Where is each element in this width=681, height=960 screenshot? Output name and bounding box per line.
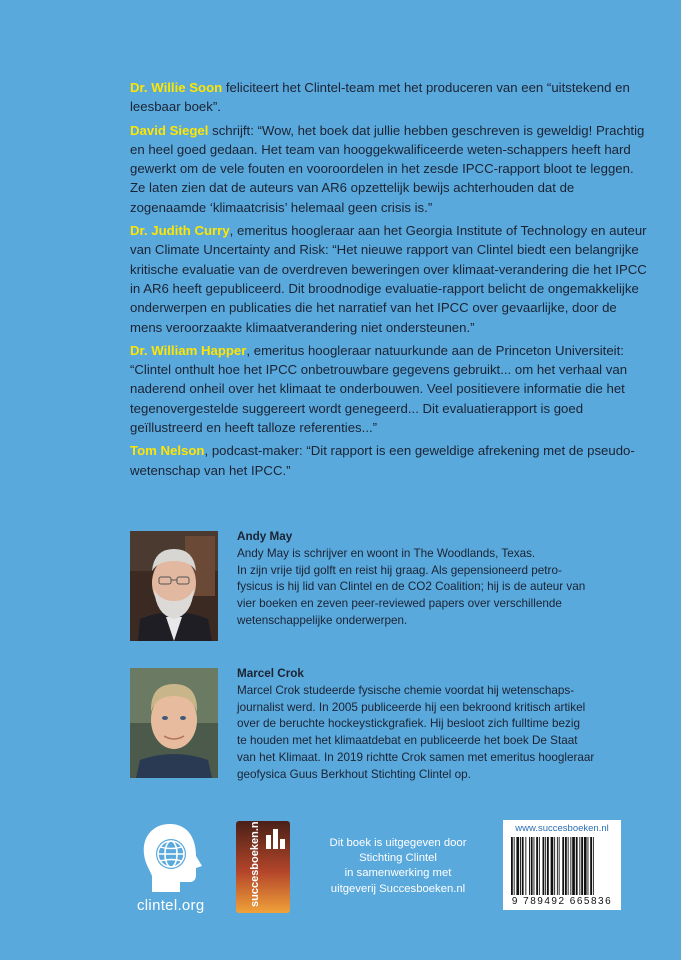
- bio-line: vier boeken en zeven peer-reviewed papers over verschillende: [237, 597, 562, 611]
- quote-text: feliciteert het Clintel-team met het produceren van een “uitstekend en leesbaar boek”.: [130, 80, 630, 115]
- quote-willie-soon: [130, 78, 650, 117]
- author-photo-andy-may: [130, 531, 218, 641]
- publisher-line: Dit boek is uitgegeven door: [329, 837, 467, 849]
- barcode-bar: [579, 837, 580, 895]
- succesboeken-logo: [236, 821, 290, 918]
- barcode-bar: [590, 837, 592, 895]
- publisher-line: Stichting Clintel: [359, 852, 437, 865]
- isbn-barcode: [503, 820, 621, 910]
- quote-author-name: David Siegel: [130, 122, 209, 138]
- bio-line: geofysica Guus Berkhout Stichting Clintel op.: [237, 767, 471, 781]
- barcode-bar: [516, 837, 519, 895]
- barcode-bars: [509, 837, 615, 897]
- barcode-bar: [584, 837, 587, 895]
- bio-line: fysicus is hij lid van Clintel en de CO2 Coalition; hij is de auteur van: [237, 580, 586, 594]
- barcode-bar: [581, 837, 583, 895]
- barcode-bar: [525, 837, 526, 895]
- barcode-bar: [570, 837, 571, 895]
- bio-line: over de beruchte hockeystickgrafiek. Hij besloot zich fulltime bezig: [237, 717, 580, 731]
- barcode-bar: [539, 837, 540, 895]
- quote-author-name: Tom Nelson: [130, 443, 205, 459]
- publisher-line: uitgeverij Succesboeken.nl: [330, 882, 466, 895]
- quote-text: , podcast-maker: “Dit rapport is een geweldige afrekening met de pseudo-wetenschap van het IPCC.”: [130, 443, 635, 478]
- publisher-logo-text: succesboeken.nl: [249, 821, 261, 907]
- clintel-head-globe-icon: [140, 822, 210, 899]
- barcode-bar: [531, 837, 533, 895]
- publisher-line: in samenwerking met: [344, 867, 452, 880]
- barcode-bar: [562, 837, 564, 895]
- bio-line: journalist werd. In 2005 publiceerde hij een bekroond kritisch artikel: [237, 700, 586, 714]
- barcode-bar: [551, 837, 554, 895]
- quote-william-happer: [130, 341, 650, 437]
- quote-author-name: Dr. Willie Soon: [130, 80, 223, 95]
- quote-text: schrijft: “Wow, het boek dat jullie hebben geschreven is geweldig! Prachtig en heel goed gedaan. Het team van hooggekwalificeerde weten-schappers heeft hard gewerkt om de vele fouten en vooroordelen in het zesde IPCC-rapport bloot te leggen. Ze laten zien dat de auteurs van AR6 opzettelijk bewijs achterhouden dat de zogenaamde ‘klimaatcrisis’ helemaal geen crisis is.”: [130, 122, 645, 215]
- barcode-bar: [534, 837, 535, 895]
- barcode-bar: [543, 837, 545, 895]
- barcode-bar: [559, 837, 560, 895]
- bio-line: te houden met het klimaatdebat en publiceerde het boek De Staat: [237, 734, 578, 748]
- barcode-bar: [568, 837, 569, 895]
- barcode-bar: [547, 837, 549, 895]
- barcode-bar: [554, 837, 555, 895]
- author-marcel-crok: [130, 668, 630, 783]
- quote-tom-nelson: [130, 441, 650, 480]
- author-photo-marcel-crok: [130, 668, 218, 778]
- barcode-bar: [520, 837, 521, 895]
- quote-judith-curry: [130, 221, 650, 337]
- barcode-bar: [514, 837, 515, 895]
- author-bio: [237, 666, 637, 784]
- barcode-bar: [588, 837, 589, 895]
- barcode-bar: [511, 837, 513, 895]
- bio-line: van het Klimaat. In 2019 richtte Crok samen met emeritus hoogleraar: [237, 750, 595, 764]
- quote-author-name: Dr. William Happer: [130, 342, 247, 358]
- endorsement-quotes: [130, 78, 650, 484]
- bio-line: Marcel Crok studeerde fysische chemie voordat hij wetenschaps-: [237, 683, 575, 697]
- author-andy-may: [130, 531, 630, 646]
- author-name: Andy May: [237, 530, 293, 543]
- barcode-bar: [557, 837, 558, 895]
- barcode-bar: [536, 837, 538, 895]
- publisher-note: [308, 836, 488, 897]
- author-name: Marcel Crok: [237, 667, 304, 680]
- author-bio: [237, 529, 637, 630]
- barcode-bar: [529, 837, 530, 895]
- clintel-logo-text: clintel.org: [137, 897, 205, 914]
- isbn-number: 9 789492 665836: [511, 896, 613, 907]
- barcode-bar: [565, 837, 567, 895]
- quote-text: , emeritus hoogleraar natuurkunde aan de Princeton Universiteit: “Clintel onthult hoe het IPCC onbetrouwbare gegevens gebruikt... om het verhaal van naderend onheil over het klimaat te onderbouwen. Veel positievere informatie die het tegenovergestelde suggereert wordt genegeerd... Dit evaluatierapport is goed geïllustreerd en heeft talloze referenties...”: [130, 342, 628, 436]
- bio-line: wetenschappelijke onderwerpen.: [237, 613, 408, 627]
- quote-text: , emeritus hoogleraar aan het Georgia Institute of Technology en auteur van Climate Uncertainty and Risk: “Het nieuwe rapport van Clintel biedt een belangrijke kritische evaluatie van de overdreven beweringen over klimaat-verandering die het IPCC in AR6 heeft gepubliceerd. Dit broodnodige evaluatie-rapport belicht de ongemakkelijke onderwerpen en publicaties die het narratief van het IPCC over gevaarlijke, door de mens veroorzaakte klimaatverandering niet ondersteunen.”: [130, 223, 647, 335]
- barcode-bar: [576, 837, 578, 895]
- bio-line: Andy May is schrijver en woont in The Woodlands, Texas.: [237, 546, 536, 560]
- quote-david-siegel: [130, 121, 650, 217]
- barcode-bar: [572, 837, 575, 895]
- barcode-bar: [522, 837, 524, 895]
- quote-author-name: Dr. Judith Curry: [130, 223, 230, 239]
- barcode-bar: [593, 837, 594, 895]
- barcode-bar: [545, 837, 546, 895]
- barcode-url: www.succesboeken.nl: [515, 823, 609, 834]
- bio-line: In zijn vrije tijd golft en reist hij graag. Als gepensioneerd petro-: [237, 563, 562, 577]
